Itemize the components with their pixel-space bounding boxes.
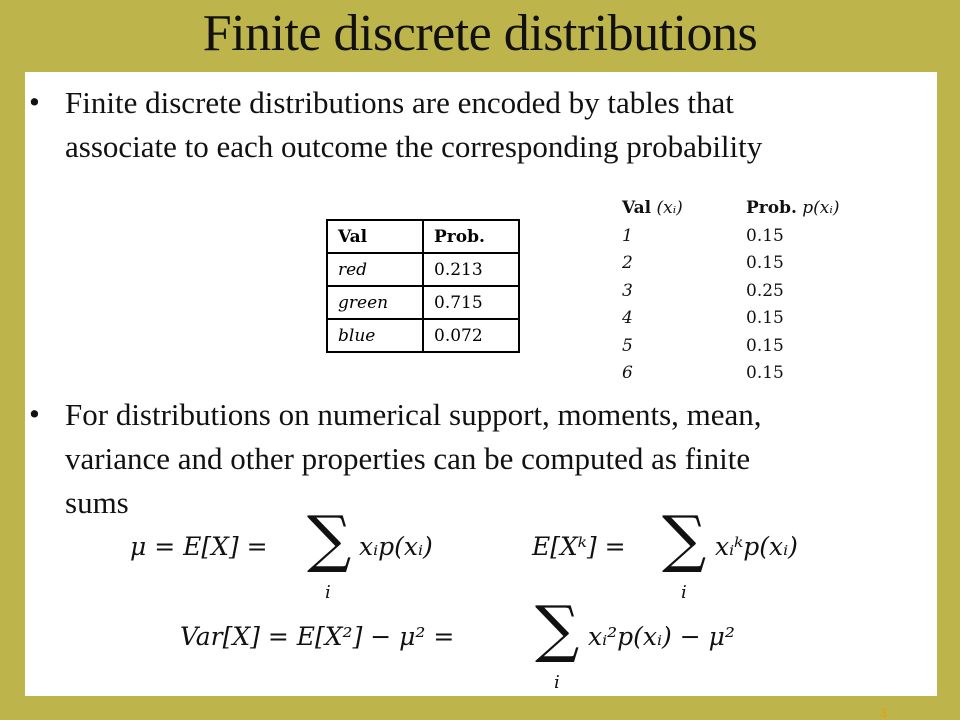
list-prob: 0.15 xyxy=(746,363,784,383)
mean-formula-lhs: μ = E[X] = xyxy=(130,532,268,561)
list-header-prob: Prob. xyxy=(746,198,797,218)
variance-formula-rhs: xᵢ²p(xᵢ) − μ² xyxy=(588,622,735,651)
list-val: 4 xyxy=(622,308,633,328)
list-item xyxy=(622,308,839,336)
table-cell-prob: 0.072 xyxy=(423,319,519,352)
content-panel xyxy=(25,72,937,696)
moment-formula-lhs: E[Xᵏ] = xyxy=(532,532,626,561)
slide-title: Finite discrete distributions xyxy=(202,5,758,62)
table-row xyxy=(327,253,519,286)
list-item xyxy=(622,281,839,309)
moment-formula-rhs: xᵢᵏp(xᵢ) xyxy=(715,532,798,561)
bullet-1-line-1: Finite discrete distributions are encoded by tables that xyxy=(65,85,734,120)
bullet-2-line-2: variance and other properties can be computed as finite xyxy=(65,441,751,476)
table-cell-val: red xyxy=(327,253,423,286)
bullet-marker-2: • xyxy=(29,396,40,431)
list-header-val-var: (xᵢ) xyxy=(656,198,683,218)
list-header-prob-var: p(xᵢ) xyxy=(802,198,840,218)
list-val: 1 xyxy=(622,225,633,246)
list-val: 2 xyxy=(622,253,633,273)
moment-sum-index: i xyxy=(681,582,687,603)
list-item xyxy=(622,336,839,364)
table-row xyxy=(327,286,519,319)
mean-sum-symbol: ∑ xyxy=(307,502,352,575)
moment-sum-symbol: ∑ xyxy=(662,502,707,575)
variance-formula-lhs: Var[X] = E[X²] − μ² = xyxy=(180,622,455,651)
table-header-row xyxy=(327,220,519,253)
list-val: 5 xyxy=(622,335,633,356)
table-cell-val: green xyxy=(327,286,423,319)
list-prob: 0.15 xyxy=(746,335,784,356)
list-item xyxy=(622,253,839,281)
list-header-val: Val xyxy=(622,198,652,218)
table-header-prob: Prob. xyxy=(423,220,519,253)
table-row xyxy=(327,319,519,352)
bullet-2-line-3: sums xyxy=(65,485,129,520)
bullet-2-line-1: For distributions on numerical support, moments, mean, xyxy=(65,397,762,432)
list-val: 3 xyxy=(622,280,633,301)
numeric-probability-list xyxy=(622,198,839,391)
bullet-1-line-2: associate to each outcome the corresponding probability xyxy=(65,129,763,164)
bullet-marker-1: • xyxy=(29,84,40,119)
variance-sum-symbol: ∑ xyxy=(535,592,580,665)
table-cell-val: blue xyxy=(327,319,423,352)
list-item xyxy=(622,226,839,254)
list-item xyxy=(622,363,839,391)
mean-sum-index: i xyxy=(325,582,331,603)
color-probability-table xyxy=(326,219,520,353)
mean-formula-rhs: xᵢp(xᵢ) xyxy=(359,532,433,561)
list-prob: 0.25 xyxy=(746,280,784,301)
table-cell-prob: 0.213 xyxy=(423,253,519,286)
table-cell-prob: 0.715 xyxy=(423,286,519,319)
list-header-row xyxy=(622,198,839,226)
list-prob: 0.15 xyxy=(746,225,784,246)
bullet-2-text xyxy=(65,393,762,525)
list-val: 6 xyxy=(622,363,633,383)
list-prob: 0.15 xyxy=(746,308,784,328)
bullet-1-text xyxy=(65,81,762,169)
page-number: 3 xyxy=(880,706,887,720)
variance-sum-index: i xyxy=(554,672,560,693)
list-prob: 0.15 xyxy=(746,253,784,273)
table-header-val: Val xyxy=(327,220,423,253)
